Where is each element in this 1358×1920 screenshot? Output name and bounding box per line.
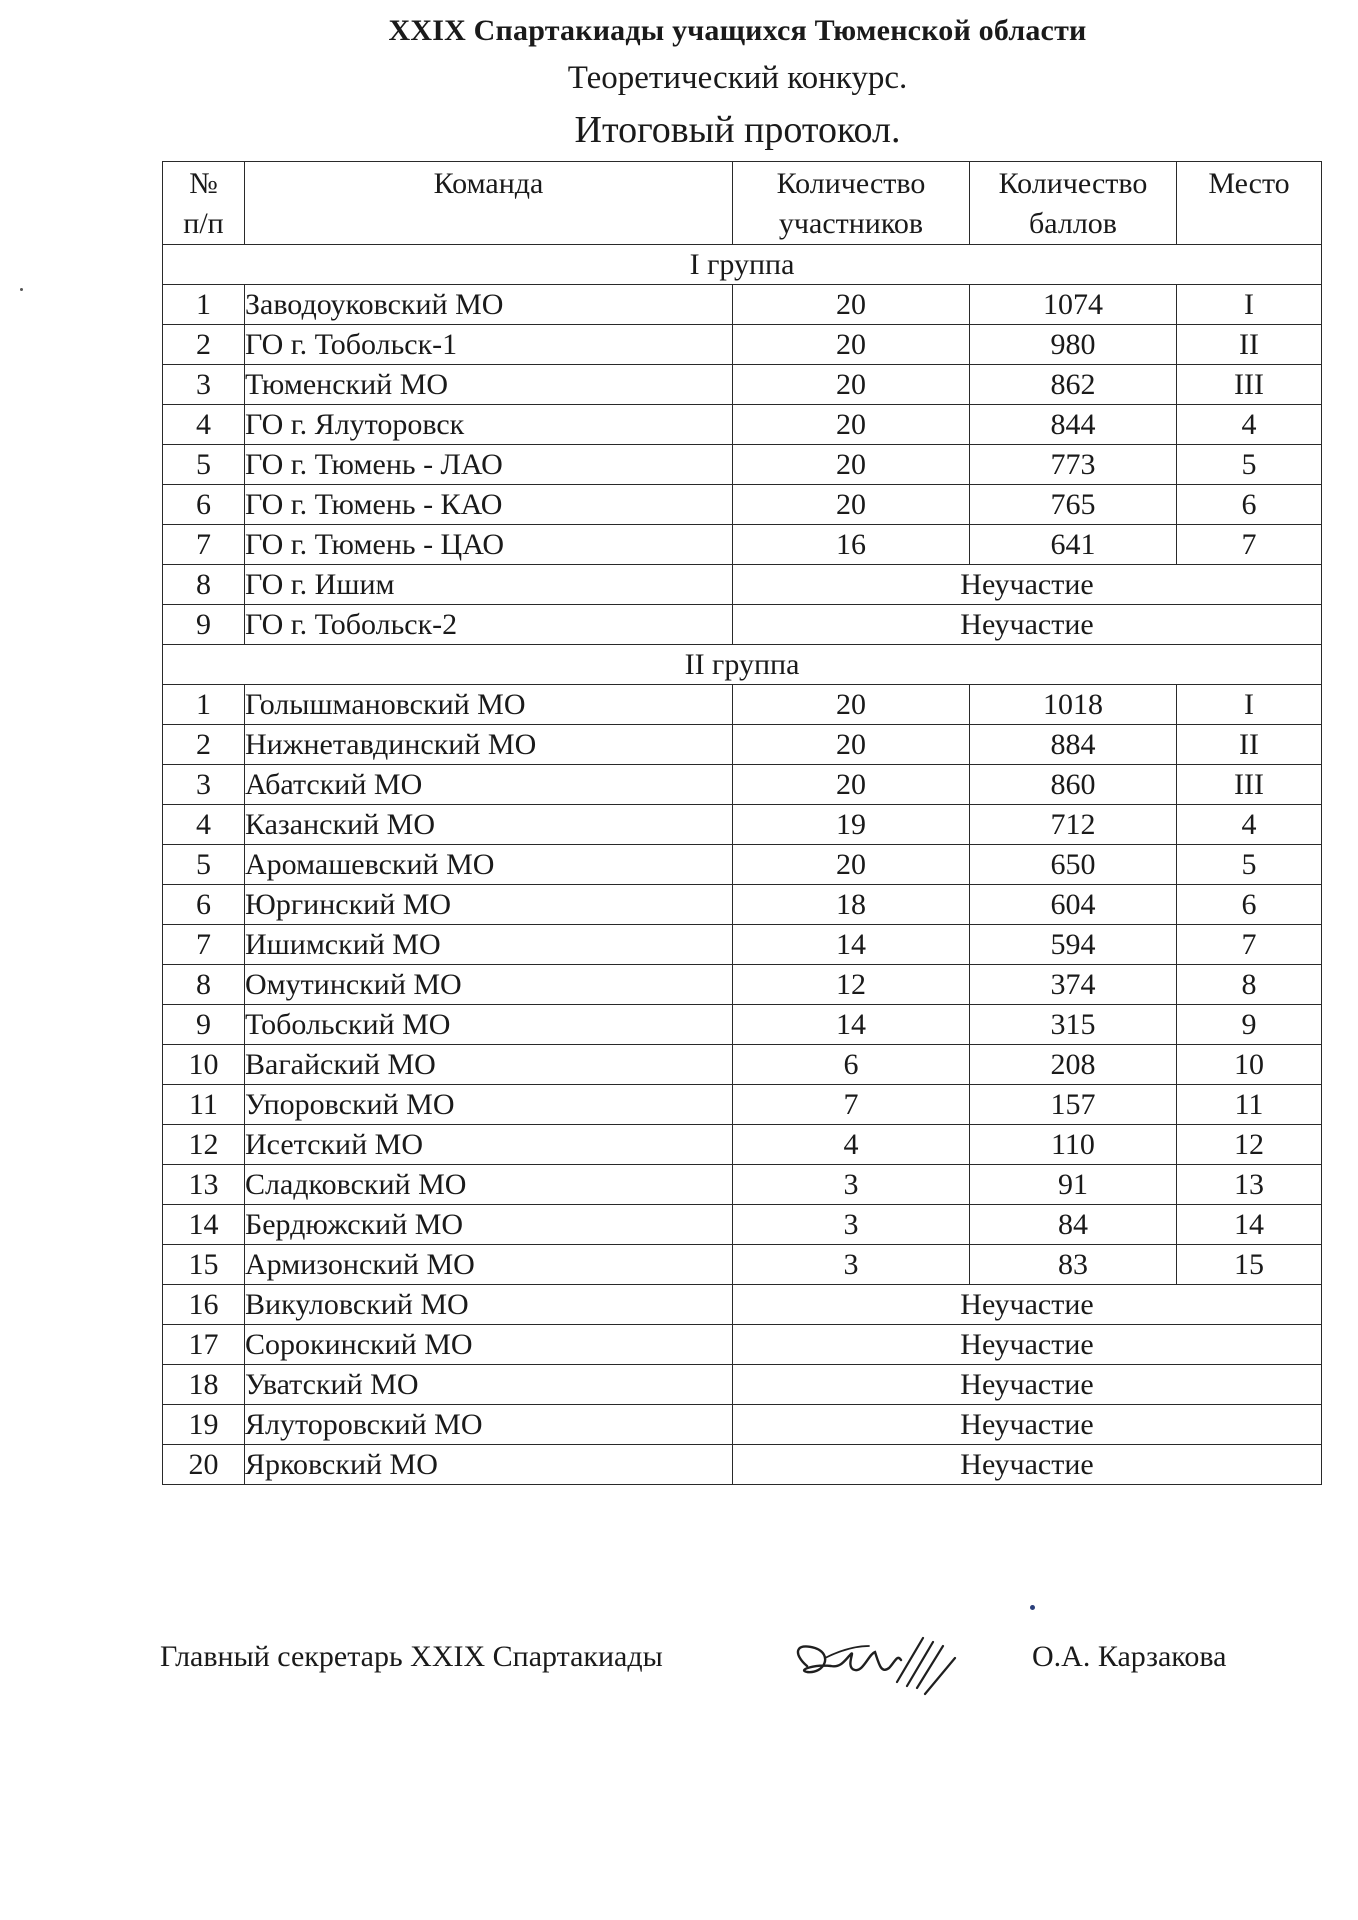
table-row (163, 605, 1322, 645)
place-value: 7 (1177, 925, 1322, 965)
score-value: 773 (970, 445, 1177, 485)
document-title: XXIX Спартакиады учащихся Тюменской области (388, 14, 1087, 47)
table-row (163, 765, 1322, 805)
row-number: 15 (163, 1245, 245, 1285)
score-value: 884 (970, 725, 1177, 765)
no-participation-status: Неучастие (733, 1325, 1322, 1365)
place-value: III (1177, 765, 1322, 805)
team-name: Армизонский МО (245, 1245, 733, 1285)
team-name: Нижнетавдинский МО (245, 725, 733, 765)
results-table-header (163, 162, 1322, 245)
team-name: Заводоуковский МО (245, 285, 733, 325)
table-row (163, 1365, 1322, 1405)
row-number: 16 (163, 1285, 245, 1325)
group-header-row (163, 245, 1322, 285)
table-row (163, 285, 1322, 325)
place-value: 11 (1177, 1085, 1322, 1125)
place-value: 9 (1177, 1005, 1322, 1045)
participants-count: 20 (733, 725, 970, 765)
team-name: Исетский МО (245, 1125, 733, 1165)
score-value: 1074 (970, 285, 1177, 325)
participants-count: 16 (733, 525, 970, 565)
table-row (163, 845, 1322, 885)
no-participation-status: Неучастие (733, 1445, 1322, 1485)
row-number: 4 (163, 805, 245, 845)
team-name: Сладковский МО (245, 1165, 733, 1205)
row-number: 6 (163, 885, 245, 925)
place-value: 5 (1177, 445, 1322, 485)
team-name: Омутинский МО (245, 965, 733, 1005)
score-value: 765 (970, 485, 1177, 525)
place-value: 8 (1177, 965, 1322, 1005)
place-value: 4 (1177, 405, 1322, 445)
team-name: ГО г. Ишим (245, 565, 733, 605)
participants-count: 20 (733, 845, 970, 885)
participants-count: 14 (733, 1005, 970, 1045)
table-row (163, 405, 1322, 445)
row-number: 2 (163, 725, 245, 765)
table-row (163, 1205, 1322, 1245)
row-number: 9 (163, 1005, 245, 1045)
header-number-line1: № (189, 167, 218, 200)
score-value: 315 (970, 1005, 1177, 1045)
team-name: Юргинский МО (245, 885, 733, 925)
row-number: 4 (163, 405, 245, 445)
row-number: 1 (163, 685, 245, 725)
participants-count: 20 (733, 485, 970, 525)
table-row (163, 1285, 1322, 1325)
row-number: 3 (163, 365, 245, 405)
table-row (163, 325, 1322, 365)
score-value: 157 (970, 1085, 1177, 1125)
score-value: 594 (970, 925, 1177, 965)
participants-count: 6 (733, 1045, 970, 1085)
place-value: II (1177, 725, 1322, 765)
team-name: Бердюжский МО (245, 1205, 733, 1245)
table-row (163, 1245, 1322, 1285)
score-value: 1018 (970, 685, 1177, 725)
team-name: Тобольский МО (245, 1005, 733, 1045)
score-value: 641 (970, 525, 1177, 565)
table-row (163, 365, 1322, 405)
header-participants-line2: участников (778, 207, 924, 240)
row-number: 2 (163, 325, 245, 365)
team-name: ГО г. Тобольск-2 (245, 605, 733, 645)
participants-count: 20 (733, 765, 970, 805)
participants-count: 20 (733, 685, 970, 725)
row-number: 1 (163, 285, 245, 325)
signature-block (160, 1640, 1260, 1710)
score-value: 604 (970, 885, 1177, 925)
participants-count: 3 (733, 1165, 970, 1205)
row-number: 12 (163, 1125, 245, 1165)
document-protocol-title: Итоговый протокол. (574, 109, 901, 151)
row-number: 10 (163, 1045, 245, 1085)
participants-count: 18 (733, 885, 970, 925)
team-name: Абатский МО (245, 765, 733, 805)
table-row (163, 725, 1322, 765)
score-value: 83 (970, 1245, 1177, 1285)
table-row (163, 1085, 1322, 1125)
table-row (163, 1445, 1322, 1485)
score-value: 862 (970, 365, 1177, 405)
team-name: ГО г. Тюмень - КАО (245, 485, 733, 525)
team-name: ГО г. Тюмень - ЛАО (245, 445, 733, 485)
table-row (163, 445, 1322, 485)
header-participants (733, 162, 970, 245)
header-row (163, 162, 1322, 245)
team-name: Тюменский МО (245, 365, 733, 405)
team-name: Упоровский МО (245, 1085, 733, 1125)
table-row (163, 1125, 1322, 1165)
header-number (163, 162, 245, 245)
score-value: 84 (970, 1205, 1177, 1245)
participants-count: 20 (733, 325, 970, 365)
group-label: I группа (163, 245, 1322, 285)
table-row (163, 525, 1322, 565)
table-row (163, 565, 1322, 605)
score-value: 860 (970, 765, 1177, 805)
score-value: 91 (970, 1165, 1177, 1205)
row-number: 7 (163, 525, 245, 565)
signatory-role: Главный секретарь XXIX Спартакиады (160, 1640, 663, 1673)
table-row (163, 885, 1322, 925)
table-row (163, 1045, 1322, 1085)
score-value: 650 (970, 845, 1177, 885)
header-score-line2: баллов (1029, 207, 1117, 240)
group-header-row (163, 645, 1322, 685)
team-name: Голышмановский МО (245, 685, 733, 725)
team-name: Уватский МО (245, 1365, 733, 1405)
row-number: 8 (163, 965, 245, 1005)
table-row (163, 1005, 1322, 1045)
ink-dot (1030, 1605, 1035, 1610)
team-name: ГО г. Ялуторовск (245, 405, 733, 445)
row-number: 14 (163, 1205, 245, 1245)
table-row (163, 1165, 1322, 1205)
no-participation-status: Неучастие (733, 565, 1322, 605)
group-label: II группа (163, 645, 1322, 685)
participants-count: 20 (733, 285, 970, 325)
row-number: 20 (163, 1445, 245, 1485)
scan-speck (20, 288, 23, 291)
team-name: ГО г. Тюмень - ЦАО (245, 525, 733, 565)
row-number: 13 (163, 1165, 245, 1205)
row-number: 8 (163, 565, 245, 605)
team-name: Вагайский МО (245, 1045, 733, 1085)
place-value: III (1177, 365, 1322, 405)
place-value: 10 (1177, 1045, 1322, 1085)
place-value: II (1177, 325, 1322, 365)
header-score (970, 162, 1177, 245)
table-row (163, 1325, 1322, 1365)
participants-count: 3 (733, 1205, 970, 1245)
participants-count: 20 (733, 405, 970, 445)
header-number-line2: п/п (183, 207, 224, 240)
team-name: Ялуторовский МО (245, 1405, 733, 1445)
place-value: 7 (1177, 525, 1322, 565)
score-value: 712 (970, 805, 1177, 845)
row-number: 11 (163, 1085, 245, 1125)
team-name: Казанский МО (245, 805, 733, 845)
score-value: 980 (970, 325, 1177, 365)
row-number: 19 (163, 1405, 245, 1445)
no-participation-status: Неучастие (733, 1285, 1322, 1325)
score-value: 844 (970, 405, 1177, 445)
table-row (163, 685, 1322, 725)
row-number: 7 (163, 925, 245, 965)
participants-count: 20 (733, 365, 970, 405)
document-subtitle: Теоретический конкурс. (567, 60, 908, 96)
place-value: 4 (1177, 805, 1322, 845)
score-value: 374 (970, 965, 1177, 1005)
header-place: Место (1177, 162, 1322, 245)
participants-count: 12 (733, 965, 970, 1005)
place-value: 5 (1177, 845, 1322, 885)
header-score-line1: Количество (998, 167, 1148, 200)
team-name: ГО г. Тобольск-1 (245, 325, 733, 365)
table-row (163, 925, 1322, 965)
participants-count: 14 (733, 925, 970, 965)
row-number: 3 (163, 765, 245, 805)
row-number: 17 (163, 1325, 245, 1365)
team-name: Ярковский МО (245, 1445, 733, 1485)
signatory-name: О.А. Карзакова (1032, 1640, 1227, 1673)
place-value: 6 (1177, 485, 1322, 525)
place-value: 6 (1177, 885, 1322, 925)
header-team: Команда (245, 162, 733, 245)
row-number: 18 (163, 1365, 245, 1405)
no-participation-status: Неучастие (733, 1365, 1322, 1405)
results-table (162, 161, 1322, 1485)
row-number: 9 (163, 605, 245, 645)
place-value: 13 (1177, 1165, 1322, 1205)
score-value: 208 (970, 1045, 1177, 1085)
results-table-body (163, 245, 1322, 1485)
participants-count: 7 (733, 1085, 970, 1125)
place-value: 12 (1177, 1125, 1322, 1165)
place-value: 14 (1177, 1205, 1322, 1245)
participants-count: 20 (733, 445, 970, 485)
place-value: I (1177, 685, 1322, 725)
participants-count: 19 (733, 805, 970, 845)
table-row (163, 1405, 1322, 1445)
score-value: 110 (970, 1125, 1177, 1165)
row-number: 5 (163, 845, 245, 885)
participants-count: 4 (733, 1125, 970, 1165)
header-participants-line1: Количество (776, 167, 926, 200)
handwritten-signature (785, 1624, 965, 1704)
no-participation-status: Неучастие (733, 605, 1322, 645)
participants-count: 3 (733, 1245, 970, 1285)
team-name: Ишимский МО (245, 925, 733, 965)
team-name: Аромашевский МО (245, 845, 733, 885)
row-number: 6 (163, 485, 245, 525)
table-row (163, 965, 1322, 1005)
place-value: I (1177, 285, 1322, 325)
team-name: Сорокинский МО (245, 1325, 733, 1365)
team-name: Викуловский МО (245, 1285, 733, 1325)
table-row (163, 485, 1322, 525)
place-value: 15 (1177, 1245, 1322, 1285)
table-row (163, 805, 1322, 845)
row-number: 5 (163, 445, 245, 485)
no-participation-status: Неучастие (733, 1405, 1322, 1445)
